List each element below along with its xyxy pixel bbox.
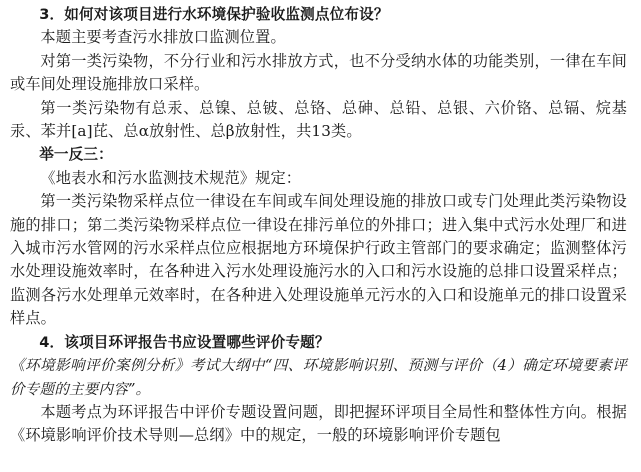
standard-reference-paragraph: 《地表水和污水监测技术规范》规定： [40, 168, 302, 187]
q3-first-class-sampling-paragraph: 对第一类污染物，不分行业和污水排放方式，也不分受纳水体的功能类别，一律在车间或车间处理设施排放口采样。 [10, 51, 627, 94]
syllabus-reference-paragraph: 《环境影响评价案例分析》考试大纲中“四、环境影响识别、预测与评价（4）确定环境要素评价专题的主要内容”。 [10, 357, 627, 398]
q4-answer-paragraph: 本题考点为环评报告中评价专题设置问题，即把握环评项目全局性和整体性方向。根据《环境影响评价技术导则—总纲》中的规定，一般的环境影响评价专题包 [10, 402, 627, 445]
q3-topic-paragraph: 本题主要考查污水排放口监测位置。 [40, 28, 286, 47]
extension-heading: 举一反三： [39, 146, 113, 164]
q3-first-class-pollutants-paragraph: 第一类污染物有总汞、总镍、总铍、总铬、总砷、总铅、总银、六价铬、总镉、烷基汞、苯并[a]芘、总α放射性、总β放射性，共13类。 [10, 98, 627, 141]
question-4-heading: 4．该项目环评报告书应设置哪些评价专题？ [39, 333, 330, 351]
question-3-heading: 3．如何对该项目进行水环境保护验收监测点位布设？ [39, 6, 389, 23]
sampling-points-paragraph: 第一类污染物采样点位一律设在车间或车间处理设施的排放口或专门处理此类污染物设施的排口；第二类污染物采样点位一律设在排污单位的外排口；进入集中式污水处理厂和进入城市污水管网的污水采样点位应根据地方环境保护行政主管部门的要求确定；监测整体污水处理设施效率时，在各种进入污水处理设施污水的入口和污水设施的总排口设置采样点；监测各污水处理单元效率时，在各种进入处理设施单元污水的入口和设施单元的排口设置采样点。 [10, 192, 627, 328]
